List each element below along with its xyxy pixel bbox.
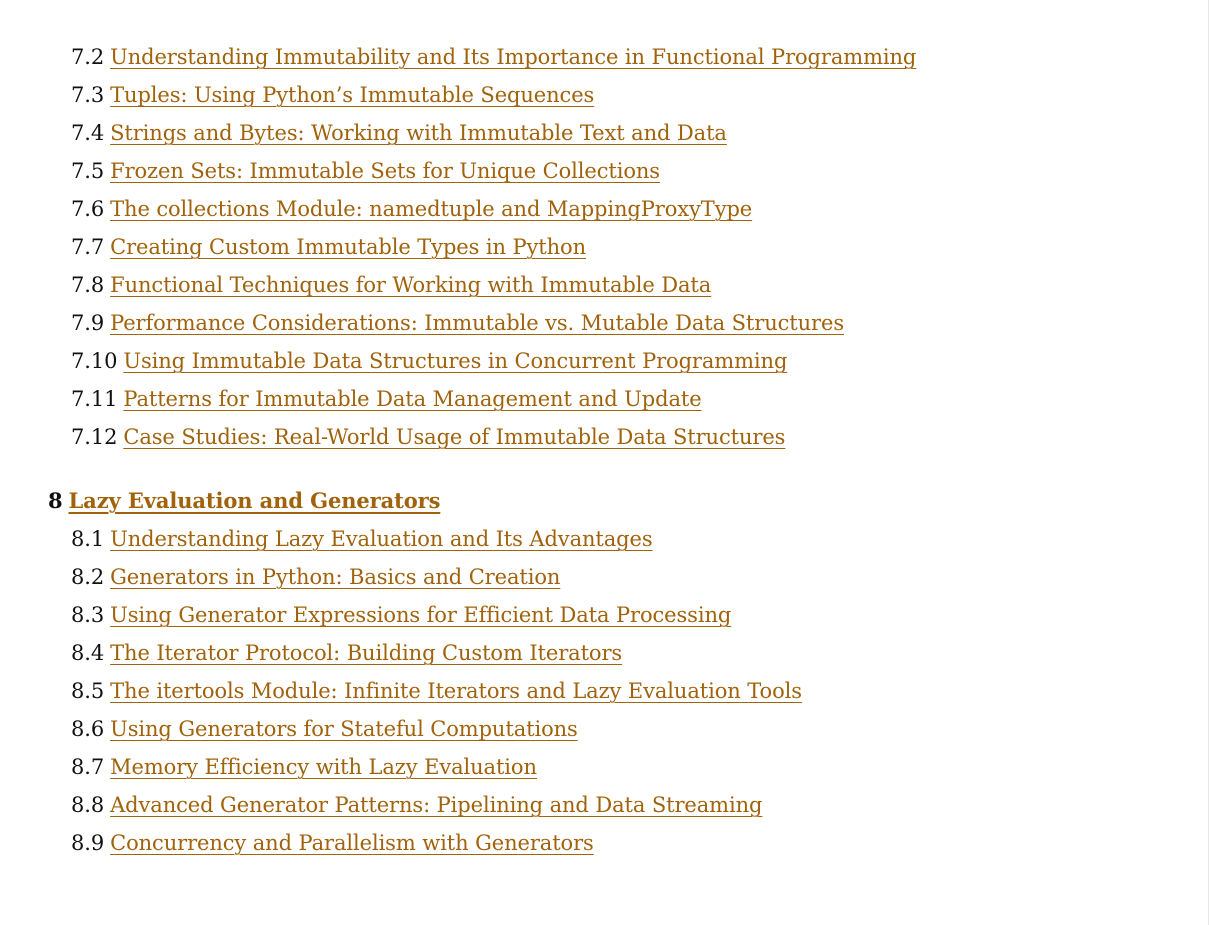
toc-entry-7-7 [0,228,1200,266]
toc-entry-number: 7.3 [71,83,105,107]
toc-entry-8-6 [0,710,1200,748]
toc-entry-7-6 [0,190,1200,228]
toc-entry-number: 7.7 [71,235,105,259]
toc-entry-7-3 [0,76,1200,114]
toc-link-7-6[interactable]: The collections Module: namedtuple and MappingProxyType [110,197,753,221]
toc-link-8-1[interactable]: Understanding Lazy Evaluation and Its Advantages [110,527,653,551]
toc-entry-7-2 [0,38,1200,76]
toc-link-7-5[interactable]: Frozen Sets: Immutable Sets for Unique Collections [110,159,660,183]
toc-entry-number: 8.4 [71,641,105,665]
toc-link-7-12[interactable]: Case Studies: Real-World Usage of Immutable Data Structures [123,425,786,449]
toc-entry-7-10 [0,342,1200,380]
toc-entry-8-1 [0,520,1200,558]
toc-entry-number: 8.6 [71,717,105,741]
toc-link-7-11[interactable]: Patterns for Immutable Data Management and Update [123,387,702,411]
toc-entry-8-2 [0,558,1200,596]
toc-entry-number: 7.10 [71,349,118,373]
toc-entry-number: 7.9 [71,311,105,335]
toc-link-8-4[interactable]: The Iterator Protocol: Building Custom Iterators [110,641,623,665]
toc-link-7-8[interactable]: Functional Techniques for Working with Immutable Data [110,273,712,297]
toc-entry-8-3 [0,596,1200,634]
toc-entry-number: 7.4 [71,121,105,145]
toc-chapter-link-8[interactable]: Lazy Evaluation and Generators [68,488,441,513]
toc-entry-7-12 [0,418,1200,456]
toc-link-8-8[interactable]: Advanced Generator Patterns: Pipelining and Data Streaming [110,793,763,817]
table-of-contents [0,38,1200,862]
toc-entry-8-9 [0,824,1200,862]
toc-entry-number: 8.3 [71,603,105,627]
toc-entry-8-4 [0,634,1200,672]
toc-entry-number: 8.7 [71,755,105,779]
toc-entry-7-8 [0,266,1200,304]
toc-entry-8-5 [0,672,1200,710]
toc-entry-number: 8.1 [71,527,105,551]
toc-link-7-9[interactable]: Performance Considerations: Immutable vs. Mutable Data Structures [110,311,845,335]
toc-link-8-2[interactable]: Generators in Python: Basics and Creation [110,565,561,589]
toc-entry-8-7 [0,748,1200,786]
toc-entry-number: 7.5 [71,159,105,183]
toc-entry-number: 7.12 [71,425,118,449]
toc-link-8-3[interactable]: Using Generator Expressions for Efficient Data Processing [110,603,732,627]
toc-entry-7-11 [0,380,1200,418]
toc-entry-number: 8.5 [71,679,105,703]
toc-link-7-7[interactable]: Creating Custom Immutable Types in Python [110,235,587,259]
toc-entry-number: 7.11 [71,387,118,411]
toc-link-8-5[interactable]: The itertools Module: Infinite Iterators and Lazy Evaluation Tools [110,679,802,703]
toc-entry-7-5 [0,152,1200,190]
toc-link-8-7[interactable]: Memory Efficiency with Lazy Evaluation [110,755,537,779]
toc-link-8-9[interactable]: Concurrency and Parallelism with Generators [110,831,594,855]
toc-entry-number: 8.8 [71,793,105,817]
toc-link-8-6[interactable]: Using Generators for Stateful Computations [110,717,578,741]
toc-entry-7-4 [0,114,1200,152]
toc-entry-8-8 [0,786,1200,824]
toc-entry-number: 7.6 [71,197,105,221]
toc-chapter-8 [0,482,1200,520]
toc-entry-number: 8.9 [71,831,105,855]
toc-entry-number: 8.2 [71,565,105,589]
toc-entry-number: 7.2 [71,45,105,69]
toc-link-7-2[interactable]: Understanding Immutability and Its Importance in Functional Programming [110,45,917,69]
toc-link-7-4[interactable]: Strings and Bytes: Working with Immutable Text and Data [110,121,727,145]
toc-entry-7-9 [0,304,1200,342]
toc-link-7-10[interactable]: Using Immutable Data Structures in Concurrent Programming [123,349,788,373]
toc-link-7-3[interactable]: Tuples: Using Python’s Immutable Sequences [110,83,595,107]
toc-chapter-number: 8 [48,488,63,513]
toc-entry-number: 7.8 [71,273,105,297]
